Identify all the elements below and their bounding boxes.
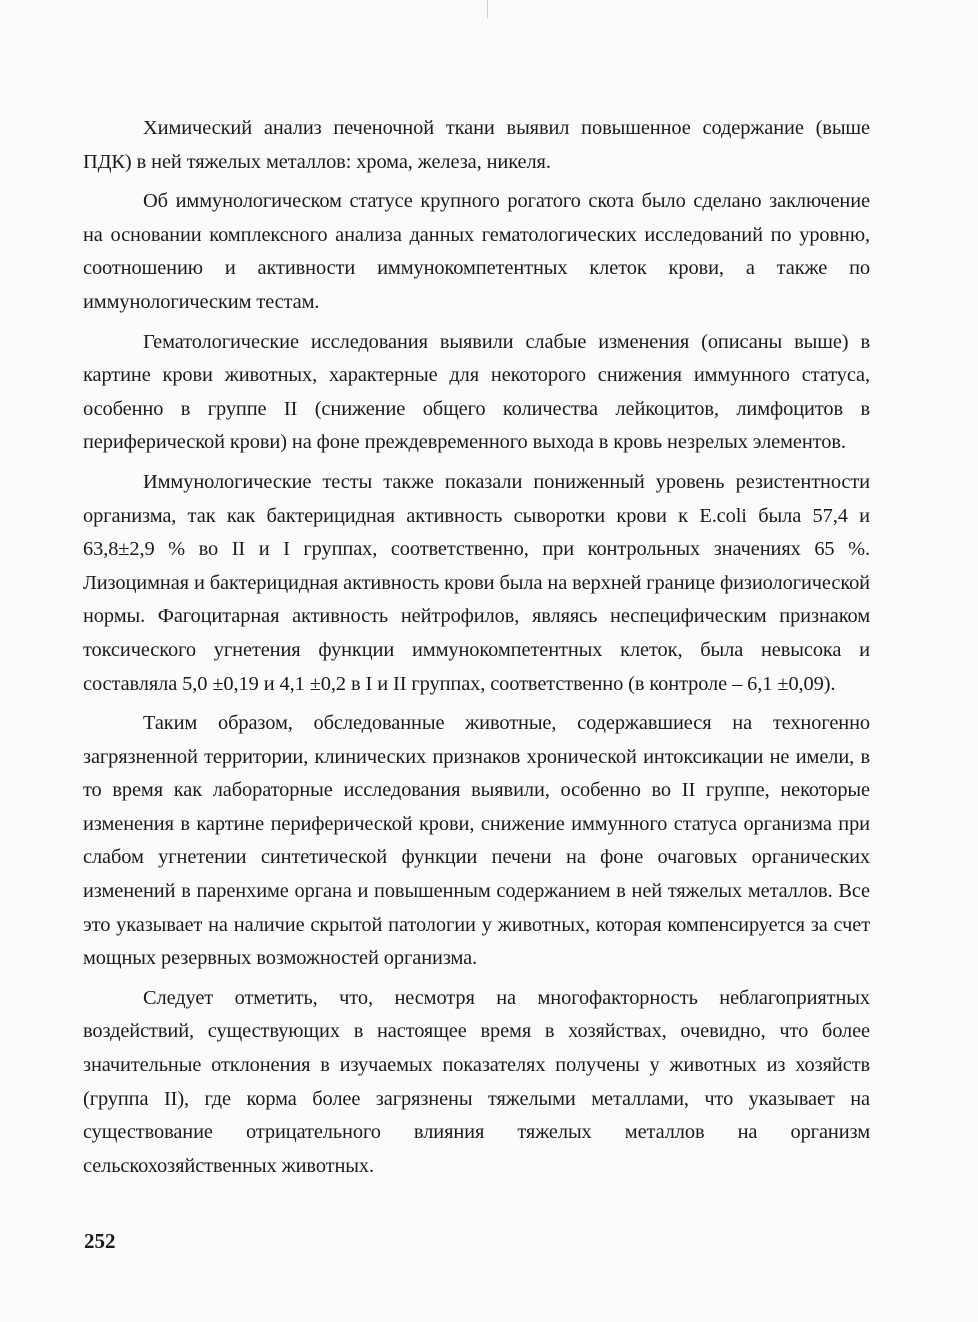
paragraph-conclusion: Таким образом, обследованные животные, содержавшиеся на техногенно загрязненной территории, клинических признаков хронической интоксикации не имели, в то время как лабораторные исследования выявили, особенно во II группе, некоторые изменения в картине периферической крови, снижение иммунного статуса организма при слабом угнетении синтетической функции печени на фоне очаговых органических изменений в паренхиме органа и повышенным содержанием в ней тяжелых металлов. Все это указывает на наличие скрытой патологии у животных, которая компенсируется за счет мощных резервных возможностей организма.: [83, 712, 870, 970]
paragraph-chemical-analysis: Химический анализ печеночной ткани выявил повышенное содержание (выше ПДК) в ней тяжелых металлов: хрома, железа, никеля.: [83, 117, 870, 173]
paragraph-immunological-tests: Иммунологические тесты также показали пониженный уровень резистентности организма, так как бактерицидная активность сыворотки крови к E.coli была 57,4 и 63,8±2,9 % во II и I группах, соответственно, при контрольных значениях 65 %. Лизоцимная и бактерицидная активность крови была на верхней границе физиологической нормы. Фагоцитарная активность нейтрофилов, являясь неспецифическим признаком токсического угнетения функции иммунокомпетентных клеток, была невысока и составляла 5,0 ±0,19 и 4,1 ±0,2 в I и II группах, соответственно (в контроле – 6,1 ±0,09).: [83, 470, 870, 695]
paragraph-immunological-status: Об иммунологическом статусе крупного рогатого скота было сделано заключение на основании комплексного анализа данных гематологических исследований по уровню, соотношению и активности иммунокомпетентных клеток крови, а также по иммунологическим тестам.: [83, 190, 870, 313]
scan-artifact-line: [487, 0, 488, 18]
page-number: 252: [84, 1229, 116, 1253]
body-text: [83, 112, 870, 1189]
paragraph-hematological-studies: Гематологические исследования выявили слабые изменения (описаны выше) в картине крови животных, характерные для некоторого снижения иммунного статуса, особенно в группе II (снижение общего количества лейкоцитов, лимфоцитов в периферической крови) на фоне преждевременного выхода в кровь незрелых элементов.: [83, 330, 870, 454]
paragraph-final-note: Следует отметить, что, несмотря на многофакторность неблагоприятных воздействий, существующих в настоящее время в хозяйствах, очевидно, что более значительные отклонения в изучаемых показателях получены у животных из хозяйств (группа II), где корма более загрязнены тяжелыми металлами, что указывает на существование отрицательного влияния тяжелых металлов на организм сельскохозяйственных животных.: [83, 986, 870, 1177]
